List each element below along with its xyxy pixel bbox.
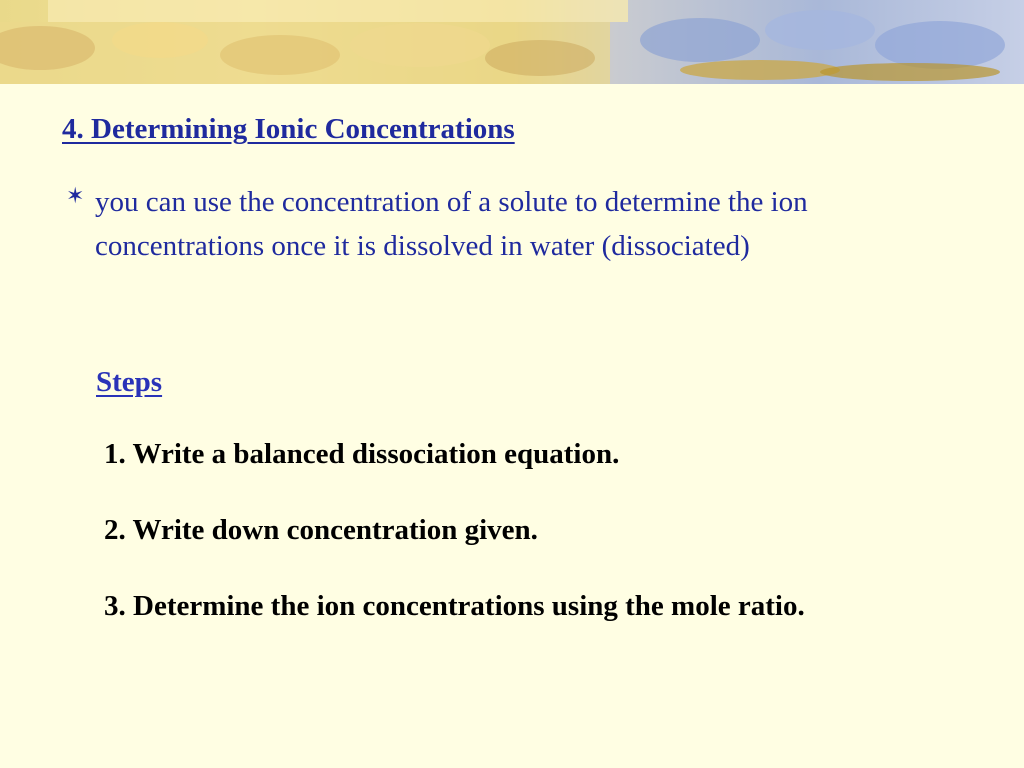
bullet-text: you can use the concentration of a solute to determine the ion concentrations once it is dissolved in water (dissociated) <box>95 186 808 262</box>
banner-image <box>0 0 1024 88</box>
star-bullet-icon: ✶ <box>66 184 85 209</box>
bullet-item <box>66 180 886 268</box>
step-item: 3. Determine the ion concentrations using the mole ratio. <box>104 590 805 622</box>
step-item: 2. Write down concentration given. <box>104 514 538 546</box>
slide-title: 4. Determining Ionic Concentrations <box>62 113 515 145</box>
steps-heading: Steps <box>96 366 163 398</box>
step-item: 1. Write a balanced dissociation equation. <box>104 438 620 470</box>
decorative-banner <box>0 0 1024 88</box>
